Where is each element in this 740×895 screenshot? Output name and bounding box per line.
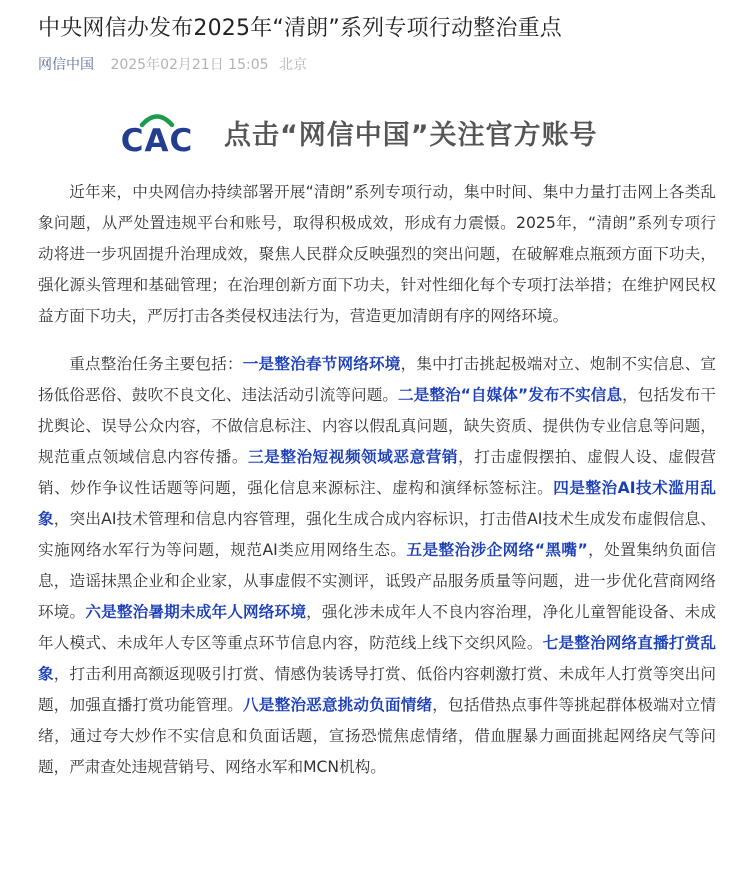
follow-banner-text: 点击“网信中国”关注官方账号 — [224, 119, 598, 151]
publish-date: 2025年02月21日 15:05 — [110, 57, 269, 73]
cac-logo-text: CAC — [120, 123, 194, 155]
task-title-1: 一是整治春节网络环境 — [242, 355, 401, 373]
article-meta — [38, 55, 738, 75]
task-title-8: 八是整治恶意挑动负面情绪 — [243, 696, 433, 714]
source-account-link[interactable]: 网信中国 — [38, 57, 94, 73]
task-title-2: 二是整治“自媒体”发布不实信息 — [398, 386, 623, 404]
cac-logo-icon — [112, 109, 202, 155]
task-text-6: ，强化涉未成年人不良内容治理，净化儿童智能设备、未成年人模式、未成年人专区等重点环节信息内容，防范线上线下交织风险。 — [38, 603, 716, 652]
paragraph-tasks — [38, 349, 716, 783]
task-title-3: 三是整治短视频领域恶意营销 — [248, 448, 459, 466]
task-text-8: ，包括借热点事件等挑起群体极端对立情绪，通过夸大炒作不实信息和负面话题，宣扬恐慌焦虑情绪，借血腥暴力画面挑起网络戾气等问题，严肃查处违规营销号、网络水军和MCN机构。 — [38, 696, 716, 776]
tasks-intro: 重点整治任务主要包括： — [69, 355, 243, 373]
article-body — [38, 177, 716, 783]
task-title-5: 五是整治涉企网络“黑嘴” — [406, 541, 588, 559]
task-text-7: ，打击利用高额返现吸引打赏、情感伪装诱导打赏、低俗内容刺激打赏、未成年人打赏等突出问题，加强直播打赏功能管理。 — [38, 665, 716, 714]
task-title-7: 七是整治网络直播打赏乱象 — [38, 634, 716, 683]
article-title: 中央网信办发布2025年“清朗”系列专项行动整治重点 — [38, 16, 562, 41]
task-title-6: 六是整治暑期未成年人网络环境 — [85, 603, 307, 621]
task-text-1: ，集中打击挑起极端对立、炮制不实信息、宣扬低俗恶俗、鼓吹不良文化、违法活动引流等问题。 — [38, 355, 716, 404]
follow-banner[interactable] — [112, 101, 738, 163]
task-title-4: 四是整治AI技术滥用乱象 — [38, 479, 716, 528]
publish-location: 北京 — [278, 57, 307, 73]
task-text-4: ，突出AI技术管理和信息内容管理，强化生成合成内容标识，打击借AI技术生成发布虚假信息、实施网络水军行为等问题，规范AI类应用网络生态。 — [38, 510, 716, 559]
task-text-5: ，处置集纳负面信息，造谣抹黑企业和企业家，从事虚假不实测评，诋毁产品服务质量等问题，进一步优化营商网络环境。 — [38, 541, 716, 621]
paragraph-intro: 近年来，中央网信办持续部署开展“清朗”系列专项行动，集中时间、集中力量打击网上各类乱象问题，从严处置违规平台和账号，取得积极成效，形成有力震慑。2025年，“清朗”系列专项行动将进一步巩固提升治理成效，聚焦人民群众反映强烈的突出问题，在破解难点瓶颈方面下功夫，强化源头管理和基础管理；在治理创新方面下功夫，针对性细化每个专项打法举措；在维护网民权益方面下功夫，严厉打击各类侵权违法行为，营造更加清朗有序的网络环境。 — [38, 183, 716, 325]
task-text-3: ，打击虚假摆拍、虚假人设、虚假营销、炒作争议性话题等问题，强化信息来源标注、虚构和演绎标签标注。 — [38, 448, 716, 497]
task-text-2: ，包括发布干扰舆论、误导公众内容，不做信息标注、内容以假乱真问题，缺失资质、提供伪专业信息等问题，规范重点领域信息内容传播。 — [38, 386, 716, 466]
